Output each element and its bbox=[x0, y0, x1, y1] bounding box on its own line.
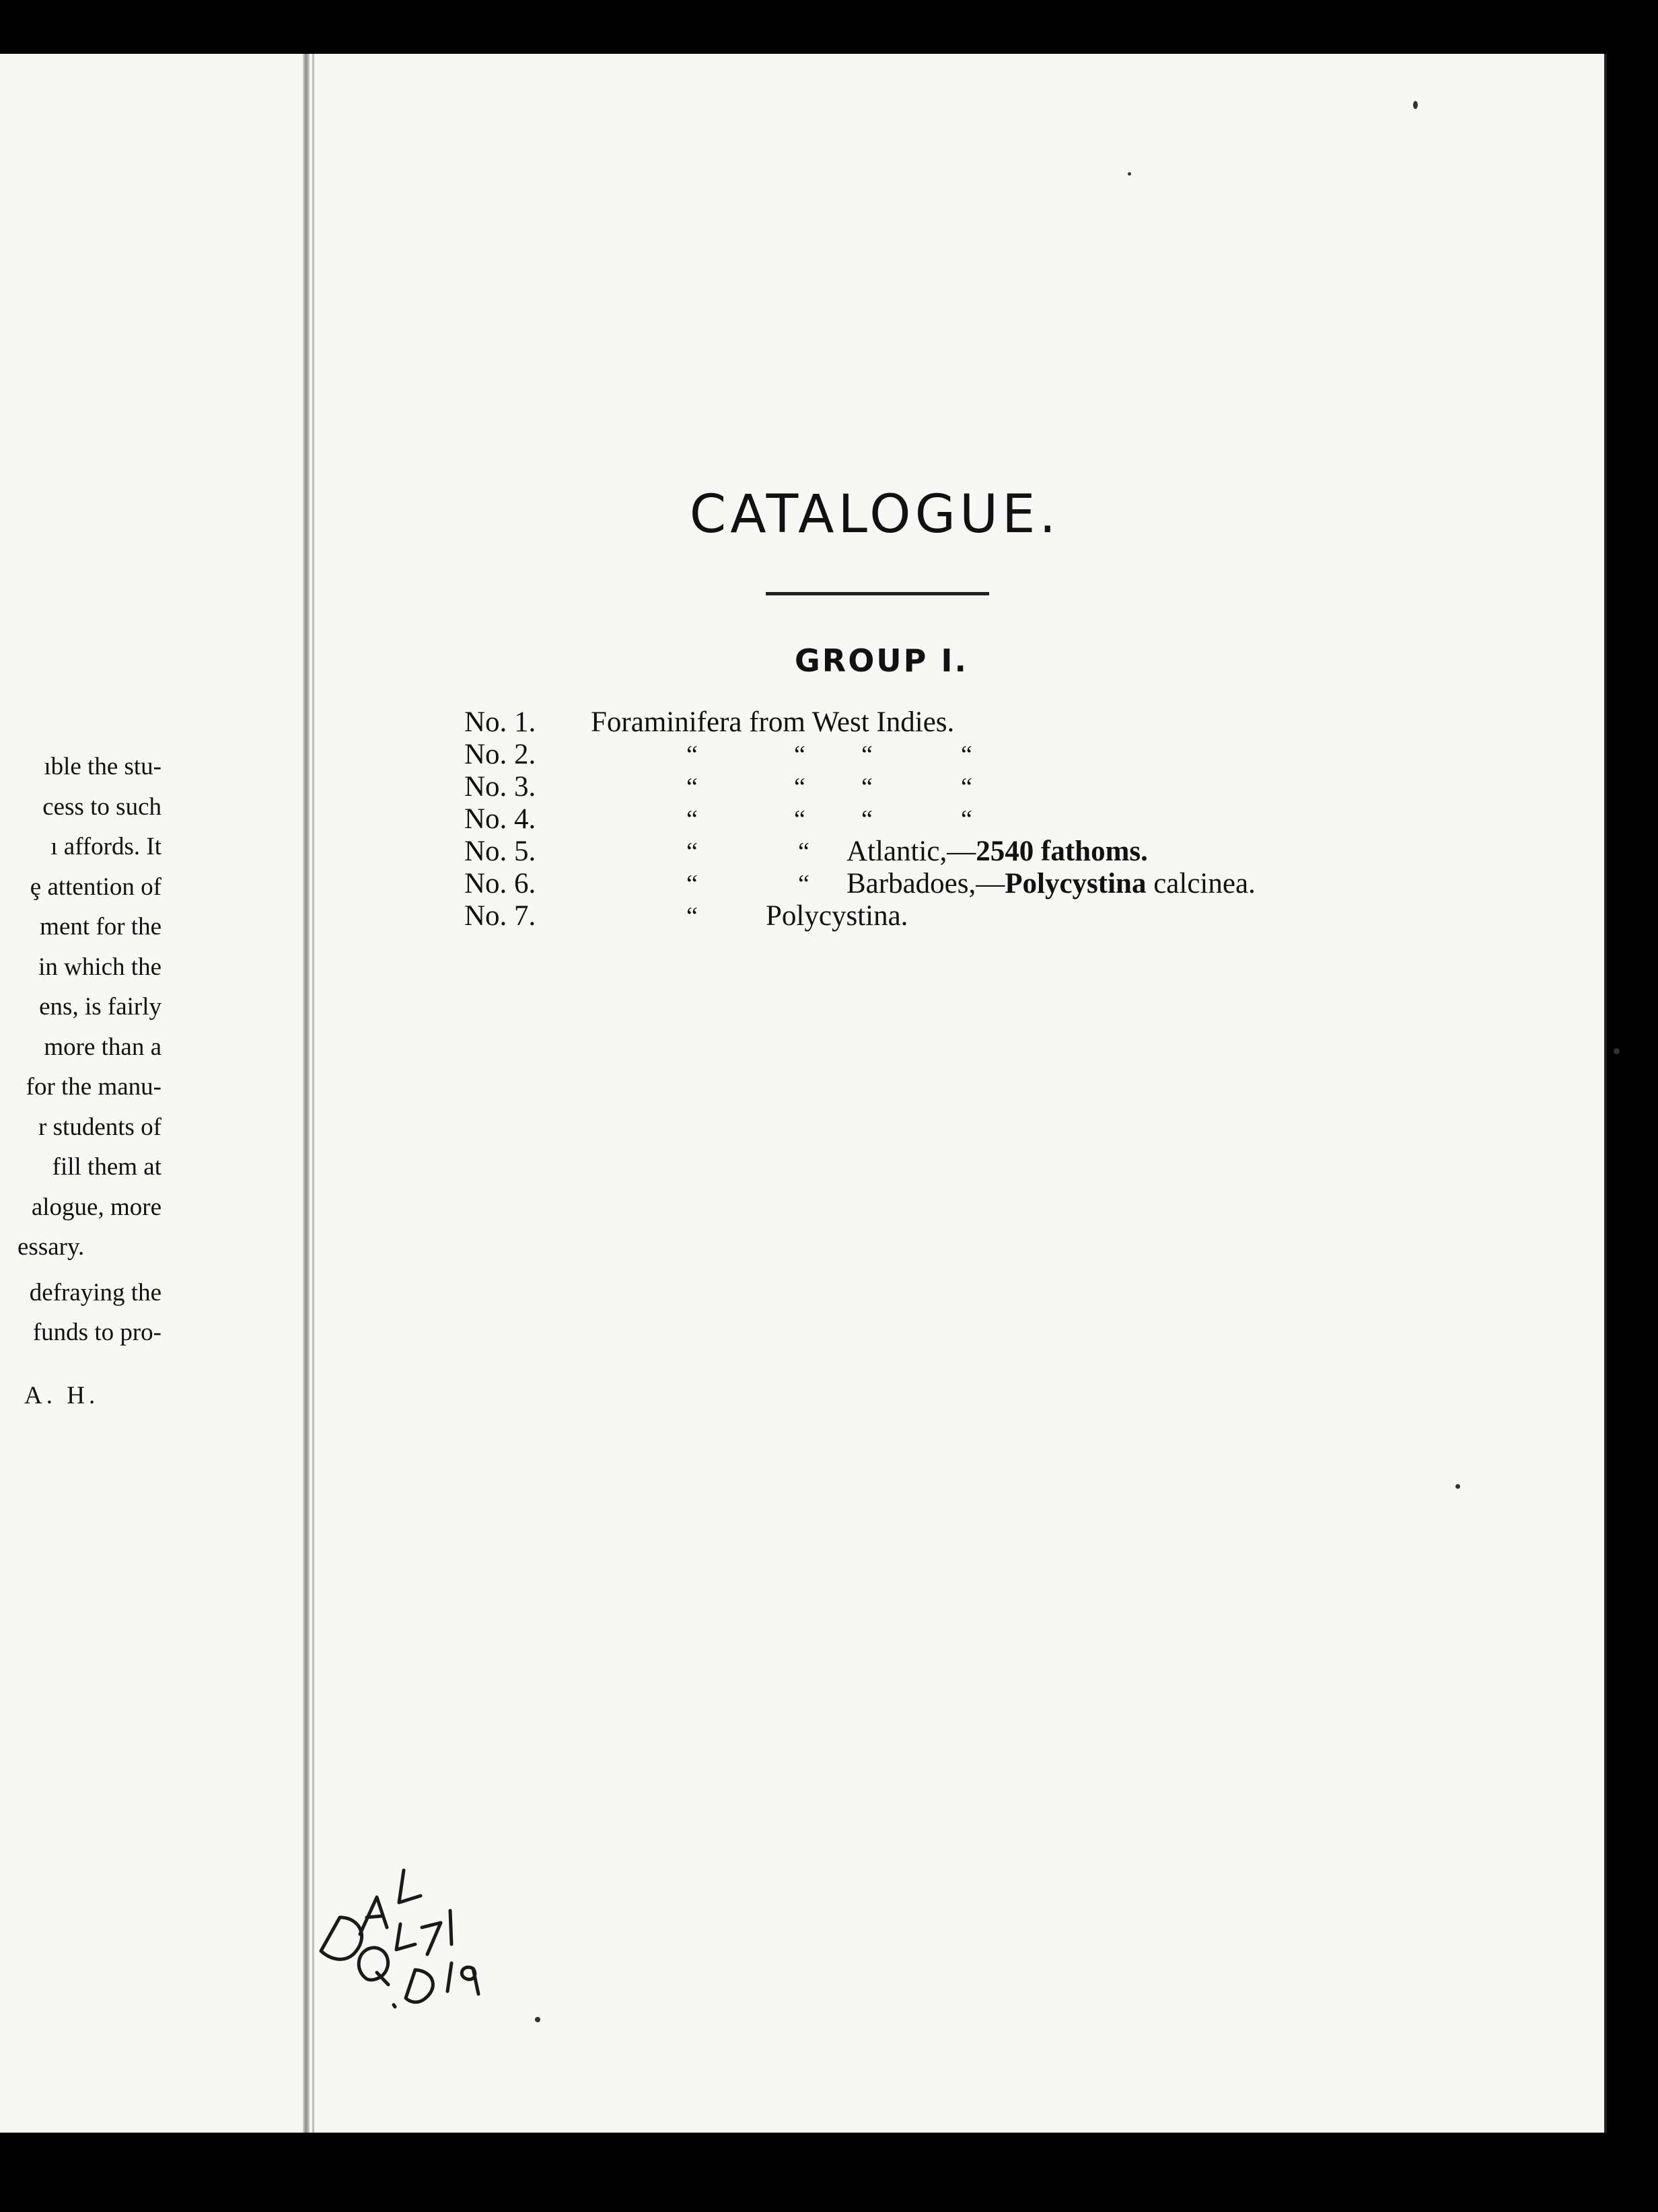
scan-speck bbox=[535, 2017, 540, 2022]
left-page-text bbox=[0, 747, 161, 1415]
item-location: Atlantic,— bbox=[846, 836, 976, 867]
item-number: No. 1. bbox=[464, 706, 536, 738]
scan-speck bbox=[1614, 1048, 1620, 1054]
scan-speck bbox=[1128, 172, 1131, 176]
item-description: Foraminifera from West Indies. bbox=[591, 706, 955, 738]
group-heading: GROUP I. bbox=[795, 642, 968, 679]
left-line: ens, is fairly bbox=[39, 993, 161, 1021]
item-number: No. 7. bbox=[464, 900, 536, 932]
left-line: for the manu- bbox=[26, 1073, 161, 1101]
item-number: No. 2. bbox=[464, 739, 536, 770]
item-location: Barbadoes,— bbox=[846, 868, 1005, 899]
item-number: No. 6. bbox=[464, 868, 536, 899]
catalogue-item bbox=[464, 771, 1339, 803]
left-line: defraying the bbox=[29, 1278, 161, 1306]
ditto-mark: “ bbox=[861, 741, 873, 769]
left-line: fill them at bbox=[52, 1153, 161, 1181]
ditto-mark: “ bbox=[798, 870, 809, 898]
left-line: ȩ attention of bbox=[30, 873, 161, 901]
page-fold bbox=[303, 54, 310, 2133]
left-line: ıble the stu- bbox=[44, 753, 161, 780]
left-line: r students of bbox=[38, 1113, 161, 1141]
ditto-mark: “ bbox=[686, 870, 698, 898]
left-line: ı affords. It bbox=[50, 833, 161, 860]
ditto-mark: “ bbox=[686, 741, 698, 769]
ditto-mark: “ bbox=[686, 773, 698, 801]
catalogue-item bbox=[464, 706, 1339, 739]
item-species: calcinea. bbox=[1146, 868, 1256, 899]
item-number: No. 5. bbox=[464, 836, 536, 867]
item-description: Polycystina. bbox=[766, 900, 908, 932]
page-title: CATALOGUE. bbox=[689, 484, 1060, 545]
ditto-mark: “ bbox=[798, 838, 809, 866]
signature-initials: A. H. bbox=[24, 1381, 100, 1409]
left-line: in which the bbox=[38, 953, 161, 981]
ditto-mark: “ bbox=[961, 773, 972, 801]
item-depth: 2540 fathoms. bbox=[976, 836, 1148, 867]
ditto-mark: “ bbox=[961, 741, 972, 769]
catalogue-item bbox=[464, 739, 1339, 771]
ditto-mark: “ bbox=[686, 838, 698, 866]
scan-speck bbox=[1455, 1484, 1460, 1489]
ditto-mark: “ bbox=[686, 902, 698, 930]
ditto-mark: “ bbox=[861, 773, 873, 801]
catalogue-item bbox=[464, 868, 1339, 900]
title-rule bbox=[766, 592, 989, 595]
left-line: alogue, more bbox=[31, 1193, 161, 1221]
ditto-mark: “ bbox=[686, 805, 698, 834]
left-line: funds to pro- bbox=[32, 1319, 161, 1346]
catalogue-item bbox=[464, 900, 1339, 932]
left-line: more than a bbox=[44, 1033, 161, 1061]
left-line: essary. bbox=[17, 1233, 85, 1261]
page-paper bbox=[0, 54, 1607, 2133]
catalogue-list bbox=[464, 706, 1339, 932]
ditto-mark: “ bbox=[794, 741, 805, 769]
item-genus: Polycystina bbox=[1005, 868, 1147, 899]
item-number: No. 3. bbox=[464, 771, 536, 803]
handwritten-call-number bbox=[313, 1816, 515, 2018]
left-line: ment for the bbox=[40, 913, 161, 941]
left-line: cess to such bbox=[42, 792, 161, 821]
catalogue-item bbox=[464, 803, 1339, 836]
ditto-mark: “ bbox=[961, 805, 972, 834]
ditto-mark: “ bbox=[794, 805, 805, 834]
ditto-mark: “ bbox=[861, 805, 873, 834]
scan-speck bbox=[1413, 101, 1418, 109]
catalogue-item bbox=[464, 836, 1339, 868]
ditto-mark: “ bbox=[794, 773, 805, 801]
item-number: No. 4. bbox=[464, 803, 536, 835]
